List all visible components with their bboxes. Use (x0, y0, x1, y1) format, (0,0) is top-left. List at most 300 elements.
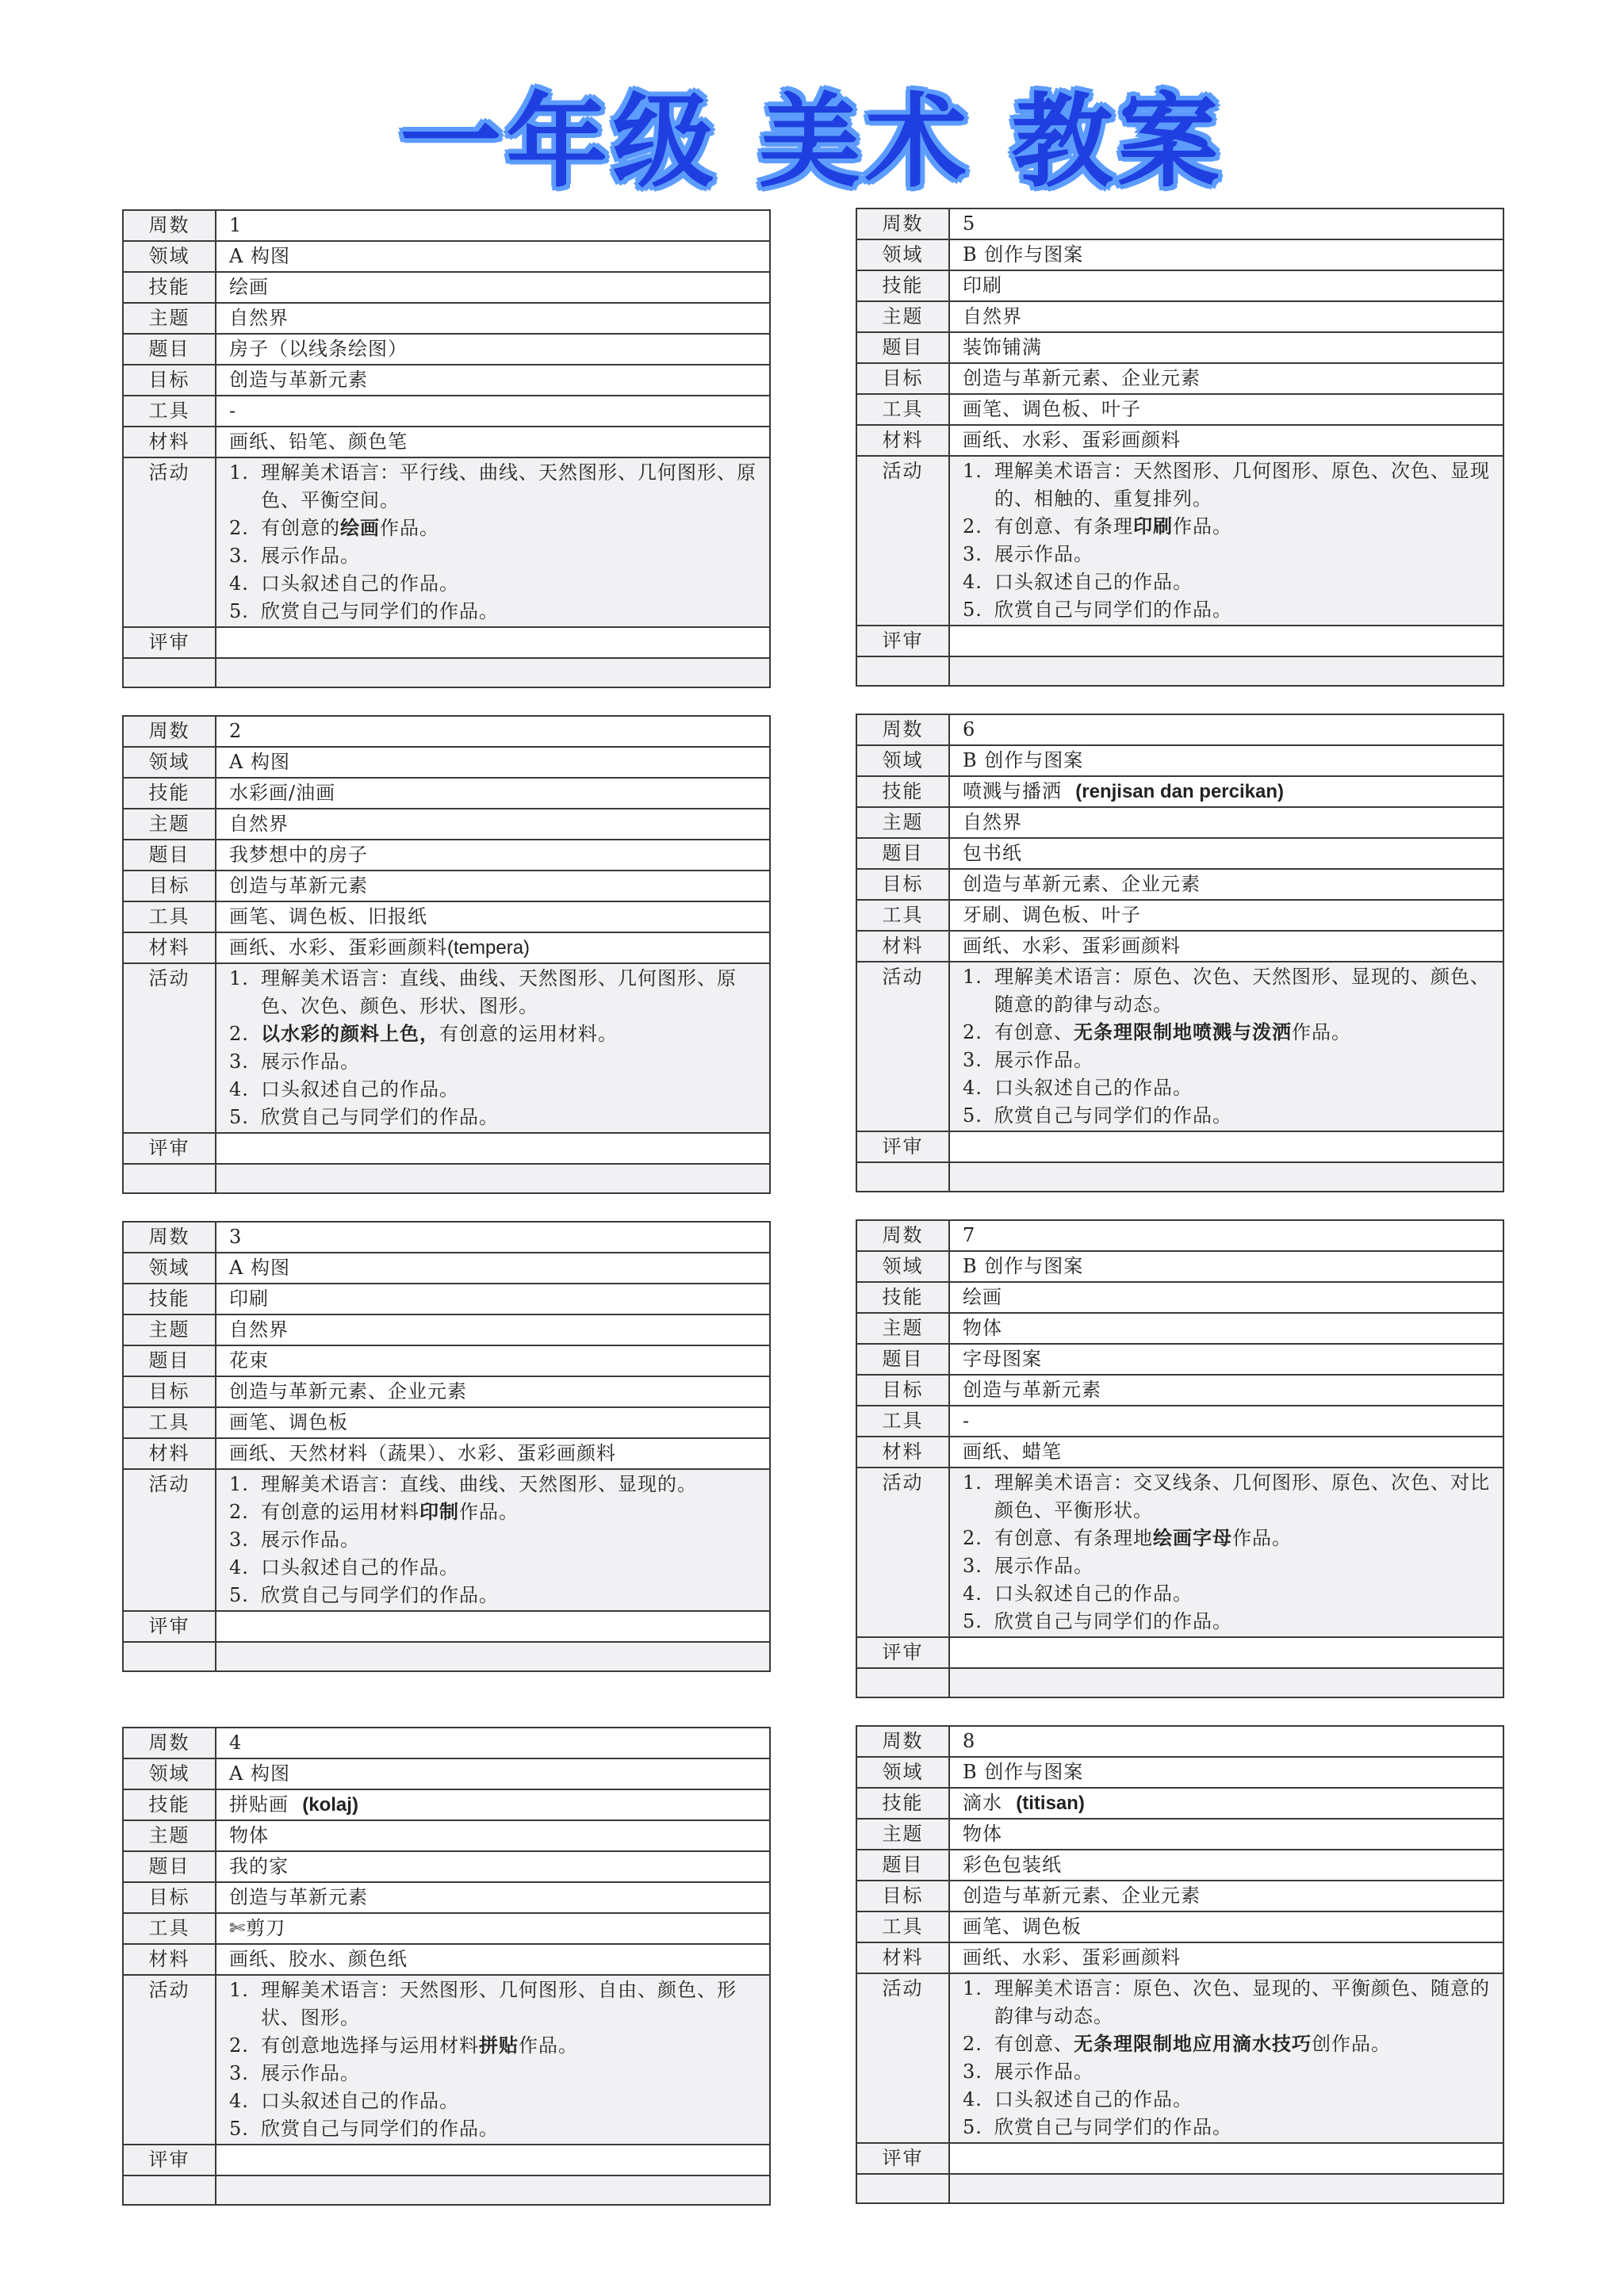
blank-label-cell (123, 1642, 216, 1671)
blank-value-cell[interactable] (949, 656, 1503, 686)
activity-emphasis: 印刷 (1133, 515, 1173, 538)
blank-value-cell[interactable] (949, 2174, 1503, 2203)
week-text: 2 (229, 720, 243, 742)
row-tools (123, 1407, 770, 1438)
activity-item (963, 513, 1498, 541)
activity-text: 口头叙述自己的作品。 (261, 1556, 459, 1578)
theme-value (949, 1819, 1503, 1850)
activity-number: 3. (963, 1555, 982, 1577)
activity-item (229, 1554, 764, 1582)
topic-value (949, 332, 1503, 363)
skill-text: 拼贴画 (229, 1793, 289, 1816)
review-field[interactable] (949, 1637, 1503, 1668)
blank-label-cell (856, 1162, 949, 1192)
activity-text: 欣赏自己与同学们的作品。 (994, 1104, 1232, 1127)
theme-value (949, 1313, 1503, 1344)
domain-value (216, 1253, 770, 1284)
row-goal (856, 363, 1503, 394)
activity-text: 理解美术语言：天然图形、几何图形、原色、次色、显现的、相触的、重复排列。 (994, 460, 1490, 510)
domain-label: 领域 (123, 241, 216, 272)
row-blank (123, 1164, 770, 1193)
topic-label: 题目 (123, 840, 216, 871)
row-week (123, 210, 770, 241)
goal-label: 目标 (856, 363, 949, 394)
activity-item (229, 2087, 764, 2115)
tools-label: 工具 (856, 900, 949, 931)
row-review (856, 2143, 1503, 2174)
activity-item (229, 459, 764, 515)
row-domain (123, 747, 770, 778)
activities-label: 活动 (123, 457, 216, 627)
activity-text: 作品。 (1292, 1021, 1351, 1043)
skill-label: 技能 (856, 270, 949, 301)
theme-text: 自然界 (229, 307, 289, 329)
goal-value (216, 871, 770, 901)
review-label: 评审 (856, 1131, 949, 1162)
theme-text: 物体 (963, 1317, 1002, 1339)
activity-item (229, 1976, 764, 2032)
activities-label: 活动 (856, 962, 949, 1131)
row-review (856, 1131, 1503, 1162)
topic-label: 题目 (123, 1345, 216, 1376)
goal-text: 创造与革新元素、企业元素 (963, 873, 1201, 895)
materials-label: 材料 (123, 1944, 216, 1975)
tools-value (216, 396, 770, 427)
lesson-plan-week-3 (122, 1221, 771, 1672)
activity-number: 2. (963, 515, 982, 538)
skill-label: 技能 (123, 1284, 216, 1314)
activity-number: 1. (963, 966, 982, 988)
materials-label: 材料 (856, 425, 949, 456)
goal-text: 创造与革新元素 (229, 369, 368, 391)
activity-number: 5. (229, 1106, 249, 1128)
skill-value (216, 1284, 770, 1314)
theme-value (216, 809, 770, 840)
row-tools (856, 1911, 1503, 1942)
row-skill (123, 272, 770, 303)
theme-label: 主题 (123, 809, 216, 840)
tools-label: 工具 (856, 394, 949, 425)
row-theme (856, 1313, 1503, 1344)
topic-text: 包书纸 (963, 842, 1022, 864)
tools-text: 画笔、调色板 (229, 1411, 348, 1433)
activity-number: 1. (963, 460, 982, 482)
domain-label: 领域 (856, 1757, 949, 1788)
week-text: 5 (963, 212, 976, 235)
review-field[interactable] (949, 2143, 1503, 2174)
goal-text: 创造与革新元素、企业元素 (229, 1380, 467, 1402)
activity-emphasis: 无条理限制地喷溅与泼洒 (1074, 1021, 1292, 1043)
goal-value (216, 365, 770, 396)
row-skill (123, 778, 770, 809)
row-blank (856, 1668, 1503, 1697)
materials-label: 材料 (856, 1942, 949, 1973)
materials-text: 画纸、胶水、颜色纸 (229, 1948, 408, 1970)
row-theme (123, 809, 770, 840)
skill-value (216, 272, 770, 303)
blank-label-cell (856, 656, 949, 686)
row-materials (123, 932, 770, 963)
activity-list (229, 1471, 764, 1609)
lesson-plan-week-7 (856, 1219, 1504, 1698)
tools-value (216, 901, 770, 932)
row-blank (856, 1162, 1503, 1192)
lesson-plan-week-4 (122, 1727, 771, 2206)
blank-value-cell[interactable] (949, 1668, 1503, 1697)
activity-text: 有创意、 (994, 2033, 1074, 2055)
activities-value (949, 1973, 1503, 2143)
row-activities (856, 962, 1503, 1131)
review-field[interactable] (216, 2145, 770, 2175)
skill-label: 技能 (856, 776, 949, 807)
activity-number: 4. (963, 571, 982, 593)
activity-item (229, 542, 764, 570)
activity-item (229, 2115, 764, 2143)
domain-text: B 创作与图案 (963, 243, 1084, 266)
week-label: 周数 (856, 1220, 949, 1251)
activity-number: 3. (229, 2062, 249, 2084)
activity-text: 口头叙述自己的作品。 (994, 1582, 1193, 1605)
materials-latin-term: (tempera) (447, 937, 530, 959)
goal-value (949, 869, 1503, 900)
row-theme (123, 1314, 770, 1345)
topic-value (216, 334, 770, 365)
activity-text: 欣赏自己与同学们的作品。 (994, 2116, 1232, 2138)
row-goal (856, 1375, 1503, 1406)
materials-label: 材料 (123, 427, 216, 457)
row-materials (856, 1942, 1503, 1973)
lesson-plan-week-8 (856, 1725, 1504, 2204)
page-title: 一年级 美术 教案 (400, 83, 1224, 201)
row-theme (123, 303, 770, 334)
blank-value-cell[interactable] (216, 1164, 770, 1193)
review-field[interactable] (949, 1131, 1503, 1162)
domain-label: 领域 (123, 1253, 216, 1284)
skill-latin-term: (titisan) (1016, 1793, 1085, 1814)
activity-number: 4. (963, 1582, 982, 1605)
activity-text: 理解美术语言：直线、曲线、天然图形、显现的。 (261, 1473, 697, 1495)
topic-text: 字母图案 (963, 1348, 1042, 1370)
activity-emphasis: 绘画字母 (1153, 1527, 1232, 1549)
tools-label: 工具 (856, 1911, 949, 1942)
skill-value (949, 1282, 1503, 1313)
activity-item (229, 1471, 764, 1498)
theme-value (216, 303, 770, 334)
week-label: 周数 (856, 209, 949, 239)
week-value (949, 209, 1503, 239)
activity-text: 口头叙述自己的作品。 (261, 572, 459, 595)
review-label: 评审 (123, 627, 216, 658)
domain-text: A 构图 (229, 245, 290, 267)
activity-number: 5. (963, 2116, 982, 2138)
skill-latin-term: (kolaj) (302, 1794, 358, 1816)
materials-value (949, 1437, 1503, 1468)
week-value (949, 1220, 1503, 1251)
row-tools (856, 900, 1503, 931)
row-tools (123, 1913, 770, 1944)
topic-label: 题目 (123, 1851, 216, 1882)
goal-text: 创造与革新元素、企业元素 (963, 1885, 1201, 1907)
tools-label: 工具 (123, 396, 216, 427)
goal-label: 目标 (856, 1881, 949, 1911)
goal-label: 目标 (856, 1375, 949, 1406)
topic-text: 我的家 (229, 1855, 289, 1877)
skill-text: 水彩画/油画 (229, 782, 336, 804)
activity-text: 展示作品。 (994, 2061, 1094, 2083)
activity-text: 展示作品。 (994, 1049, 1094, 1071)
activity-item (229, 1104, 764, 1131)
activity-item (229, 515, 764, 542)
activity-item (229, 2032, 764, 2060)
blank-value-cell[interactable] (216, 1642, 770, 1671)
row-activities (123, 457, 770, 627)
domain-label: 领域 (856, 1251, 949, 1282)
materials-value (216, 932, 770, 963)
skill-value (216, 778, 770, 809)
topic-label: 题目 (856, 1850, 949, 1881)
activities-value (949, 962, 1503, 1131)
topic-value (216, 840, 770, 871)
row-tools (123, 396, 770, 427)
activity-list (963, 963, 1498, 1130)
topic-text: 装饰铺满 (963, 336, 1042, 358)
blank-label-cell (123, 658, 216, 687)
materials-value (216, 427, 770, 457)
goal-value (949, 1375, 1503, 1406)
domain-value (216, 747, 770, 778)
skill-label: 技能 (123, 1789, 216, 1820)
skill-text: 绘画 (229, 276, 269, 298)
activity-number: 1. (229, 967, 249, 989)
materials-text: 画纸、蜡笔 (963, 1441, 1062, 1463)
review-field[interactable] (216, 627, 770, 658)
row-review (856, 626, 1503, 656)
theme-value (949, 301, 1503, 332)
activity-text: 展示作品。 (261, 545, 360, 567)
activity-item (229, 1048, 764, 1076)
theme-label: 主题 (856, 807, 949, 838)
activity-text: 有创意地选择与运用材料 (261, 2034, 479, 2057)
row-activities (123, 1975, 770, 2145)
activity-item (229, 1526, 764, 1554)
topic-text: 彩色包装纸 (963, 1854, 1062, 1876)
row-domain (856, 239, 1503, 270)
activity-text: 创作品。 (1312, 2033, 1391, 2055)
theme-text: 自然界 (963, 305, 1022, 327)
activity-text: 有创意的运用材料。 (439, 1023, 618, 1045)
review-field[interactable] (949, 626, 1503, 656)
review-label: 评审 (856, 2143, 949, 2174)
theme-label: 主题 (856, 1819, 949, 1850)
topic-value (216, 1851, 770, 1882)
activity-number: 5. (963, 1610, 982, 1632)
activity-number: 2. (229, 517, 249, 539)
activities-label: 活动 (123, 1975, 216, 2145)
materials-text: 画纸、水彩、蛋彩画颜料 (963, 1946, 1181, 1969)
row-materials (123, 427, 770, 457)
activity-number: 1. (963, 1471, 982, 1494)
goal-text: 创造与革新元素 (963, 1379, 1101, 1401)
domain-value (949, 1251, 1503, 1282)
activity-item (229, 965, 764, 1020)
activity-item (229, 598, 764, 626)
activity-text: 有创意、 (994, 1021, 1074, 1043)
activity-item (963, 2086, 1498, 2114)
row-theme (856, 807, 1503, 838)
week-value (216, 1728, 770, 1758)
tools-label: 工具 (123, 1913, 216, 1944)
materials-text: 画纸、水彩、蛋彩画颜料 (963, 935, 1181, 957)
skill-latin-term: (renjisan dan percikan) (1075, 781, 1285, 802)
week-label: 周数 (856, 714, 949, 745)
row-tools (856, 1406, 1503, 1437)
activity-number: 4. (229, 1556, 249, 1578)
skill-value (216, 1789, 770, 1820)
topic-text: 房子（以线条绘图） (229, 338, 408, 360)
activity-text: 有创意、有条理地 (994, 1527, 1153, 1549)
row-theme (856, 301, 1503, 332)
row-goal (856, 869, 1503, 900)
tools-text: - (963, 1410, 971, 1432)
materials-label: 材料 (856, 1437, 949, 1468)
theme-label: 主题 (123, 303, 216, 334)
row-domain (856, 1251, 1503, 1282)
activity-text: 理解美术语言：直线、曲线、天然图形、几何图形、原色、次色、颜色、形状、图形。 (261, 967, 737, 1017)
row-week (123, 716, 770, 747)
skill-value (949, 270, 1503, 301)
row-skill (856, 1788, 1503, 1819)
domain-text: A 构图 (229, 1257, 290, 1279)
activity-item (963, 1047, 1498, 1074)
goal-label: 目标 (123, 871, 216, 901)
theme-text: 自然界 (229, 813, 289, 835)
row-review (123, 1611, 770, 1642)
blank-value-cell[interactable] (949, 1162, 1503, 1192)
topic-label: 题目 (123, 334, 216, 365)
activities-label: 活动 (856, 456, 949, 626)
activity-text: 有创意、有条理 (994, 515, 1133, 538)
materials-label: 材料 (123, 1438, 216, 1469)
week-text: 8 (963, 1730, 976, 1752)
blank-value-cell[interactable] (216, 658, 770, 687)
activity-text: 理解美术语言：交叉线条、几何图形、原色、次色、对比颜色、平衡形状。 (994, 1471, 1490, 1521)
row-goal (856, 1881, 1503, 1911)
activity-number: 4. (229, 2090, 249, 2112)
domain-text: A 构图 (229, 1762, 290, 1785)
week-value (216, 716, 770, 747)
topic-label: 题目 (856, 838, 949, 869)
activity-number: 3. (229, 1529, 249, 1551)
activities-value (216, 963, 770, 1133)
activities-label: 活动 (123, 963, 216, 1133)
review-label: 评审 (856, 626, 949, 656)
review-field[interactable] (216, 1611, 770, 1642)
domain-value (949, 745, 1503, 776)
domain-label: 领域 (856, 745, 949, 776)
activity-item (963, 541, 1498, 568)
row-domain (123, 241, 770, 272)
activity-number: 4. (229, 1078, 249, 1100)
domain-label: 领域 (123, 1758, 216, 1789)
activity-item (963, 963, 1498, 1019)
activity-number: 5. (963, 599, 982, 621)
row-domain (856, 745, 1503, 776)
row-blank (123, 658, 770, 687)
topic-label: 题目 (856, 332, 949, 363)
week-value (216, 1222, 770, 1253)
activity-item (963, 2058, 1498, 2086)
row-activities (856, 1973, 1503, 2143)
activities-value (216, 1469, 770, 1611)
activity-item (963, 1102, 1498, 1130)
activities-value (216, 457, 770, 627)
week-label: 周数 (123, 1728, 216, 1758)
row-week (123, 1728, 770, 1758)
tools-text: - (229, 400, 237, 422)
skill-label: 技能 (123, 272, 216, 303)
activity-item (229, 1582, 764, 1609)
activity-emphasis: 无条理限制地应用滴水技巧 (1074, 2033, 1312, 2055)
activity-number: 3. (229, 1050, 249, 1073)
row-skill (856, 776, 1503, 807)
theme-label: 主题 (856, 1313, 949, 1344)
row-topic (123, 334, 770, 365)
activity-text: 口头叙述自己的作品。 (261, 1078, 459, 1100)
lesson-plan-week-1 (122, 209, 771, 688)
tools-value (949, 900, 1503, 931)
activities-label: 活动 (123, 1469, 216, 1611)
activity-number: 4. (229, 572, 249, 595)
activity-item (963, 457, 1498, 513)
blank-label-cell (856, 2174, 949, 2203)
activity-text: 作品。 (1232, 1527, 1292, 1549)
topic-value (949, 1850, 1503, 1881)
materials-value (216, 1944, 770, 1975)
activity-text: 理解美术语言：平行线、曲线、天然图形、几何图形、原色、平衡空间。 (261, 461, 756, 511)
row-skill (123, 1789, 770, 1820)
activity-text: 理解美术语言：原色、次色、显现的、平衡颜色、随意的韵律与动态。 (994, 1977, 1490, 2027)
domain-value (949, 239, 1503, 270)
activity-item (963, 1019, 1498, 1047)
activity-text: 欣赏自己与同学们的作品。 (261, 600, 499, 622)
activity-item (963, 1975, 1498, 2030)
activity-text: 欣赏自己与同学们的作品。 (261, 1106, 499, 1128)
skill-label: 技能 (123, 778, 216, 809)
review-field[interactable] (216, 1133, 770, 1164)
skill-text: 喷溅与播洒 (963, 780, 1062, 802)
activity-emphasis: 绘画 (340, 517, 380, 539)
activity-text: 展示作品。 (261, 1529, 360, 1551)
activity-number: 2. (229, 1501, 249, 1523)
activity-text: 欣赏自己与同学们的作品。 (994, 1610, 1232, 1632)
row-blank (123, 2175, 770, 2205)
row-week (856, 714, 1503, 745)
theme-text: 物体 (229, 1824, 269, 1846)
review-label: 评审 (123, 2145, 216, 2175)
skill-label: 技能 (856, 1788, 949, 1819)
lesson-plan-week-2 (122, 715, 771, 1194)
row-skill (123, 1284, 770, 1314)
activity-text: 口头叙述自己的作品。 (994, 2088, 1193, 2110)
activity-text: 展示作品。 (994, 543, 1094, 565)
blank-value-cell[interactable] (216, 2175, 770, 2205)
row-activities (123, 963, 770, 1133)
activity-number: 5. (229, 2118, 249, 2140)
activity-text: 理解美术语言：天然图形、几何图形、自由、颜色、形状、图形。 (261, 1979, 737, 2029)
activity-item (963, 1469, 1498, 1525)
activities-value (949, 1468, 1503, 1637)
review-label: 评审 (856, 1637, 949, 1668)
